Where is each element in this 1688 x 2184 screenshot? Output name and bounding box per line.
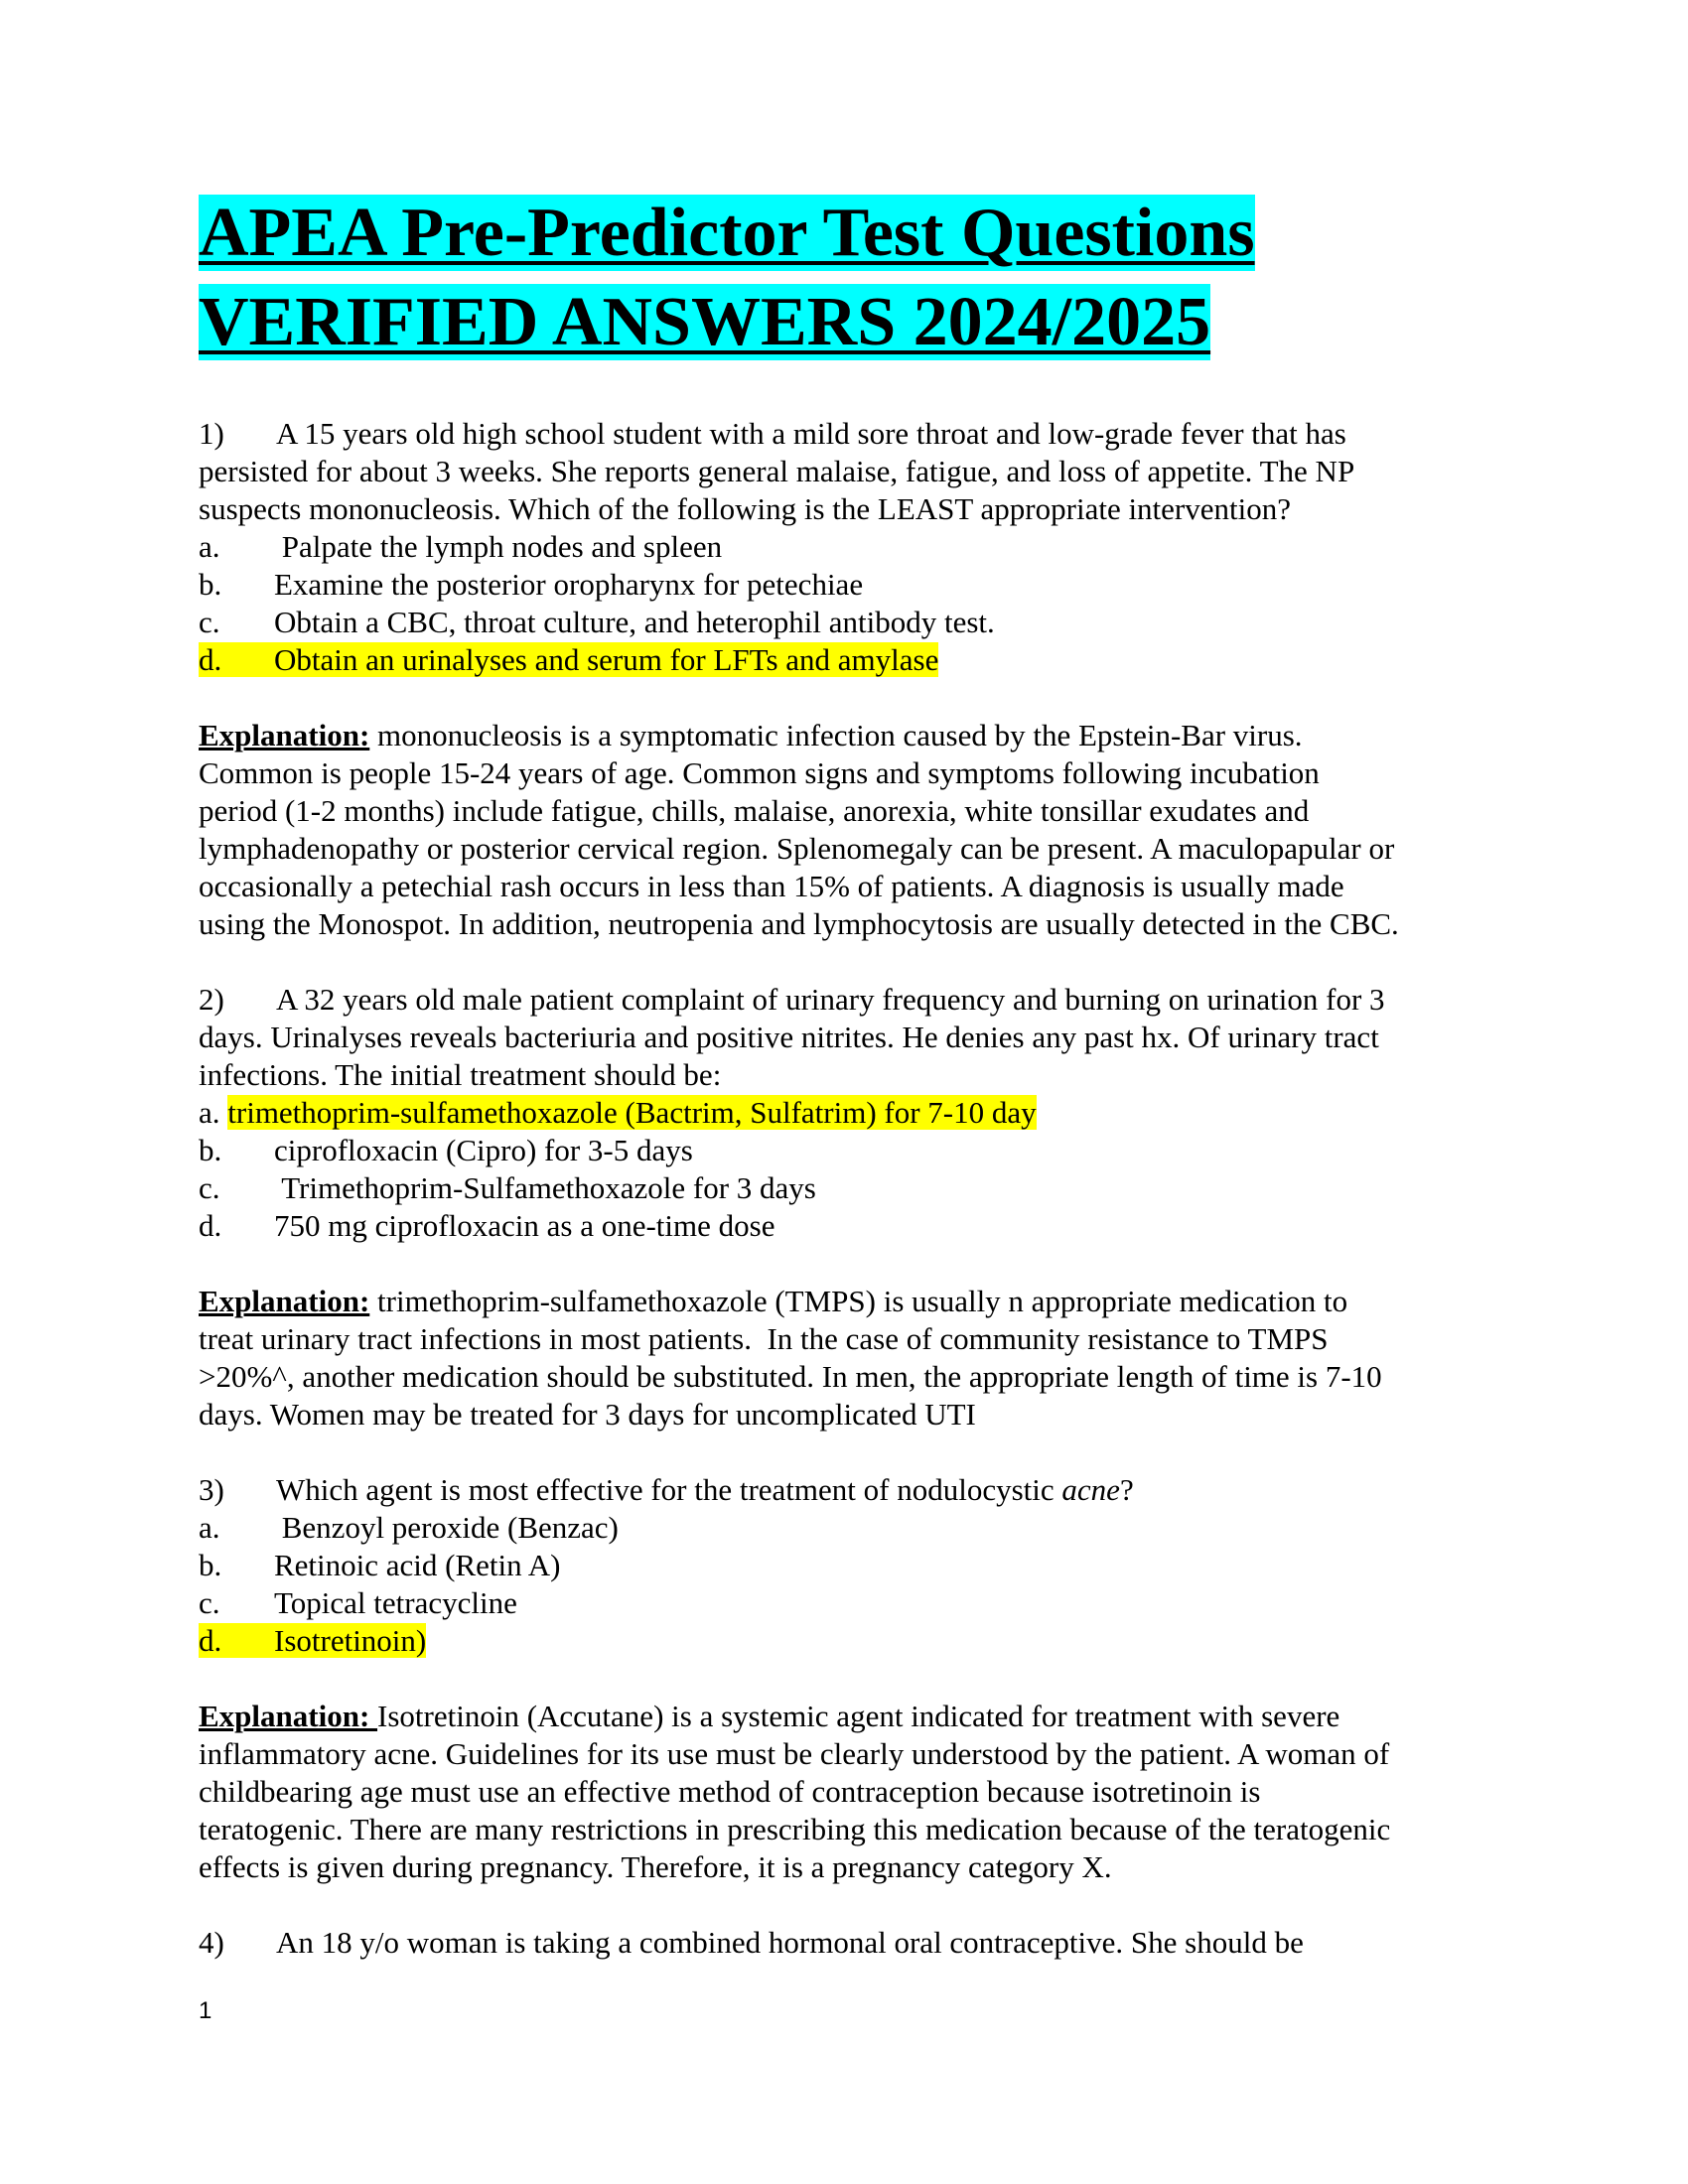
option-d: d. 750 mg ciprofloxacin as a one-time dose (199, 1208, 775, 1243)
question-2 (199, 981, 1489, 1245)
option-b: b. Examine the posterior oropharynx for petechiae (199, 567, 864, 602)
document-page (199, 189, 1489, 1962)
question-3: 3) Which agent is most effective for the treatment of nodulocystic acne? a. Benzoyl peroxide (Benzac) b. Retinoic acid (Retin A) c. Topical tetracycline d. Isotretinoin) (199, 1471, 1489, 1660)
option-a: a. Benzoyl peroxide (Benzac) (199, 1510, 619, 1545)
explanation-label: Explanation: (199, 718, 370, 752)
question-text: A 15 years old high school student with a mild sore throat and low-grade fever that has (276, 416, 1346, 451)
page-number: 1 (199, 1997, 212, 2024)
option-c: c. Trimethoprim-Sulfamethoxazole for 3 days (199, 1170, 816, 1205)
title-line-2: VERIFIED ANSWERS 2024/2025 (199, 284, 1211, 360)
question-text: Which agent is most effective for the treatment of nodulocystic (276, 1472, 1062, 1507)
option-a-answer: a. trimethoprim-sulfamethoxazole (Bactrim, Sulfatrim) for 7-10 day (199, 1095, 1037, 1130)
question-text: infections. The initial treatment should be: (199, 1057, 722, 1092)
question-1 (199, 415, 1489, 679)
option-c: c. Topical tetracycline (199, 1585, 517, 1620)
explanation-1: Explanation: mononucleosis is a symptomatic infection caused by the Epstein-Bar virus. Common is people 15-24 years of age. Common signs and symptoms following incubation period (1-2 months) include fatigue, chills, malaise, anorexia, white tonsillar exudates and lymphadenopathy or posterior cervical region. Splenomegaly can be present. A maculopapular or occasionally a petechial rash occurs in less than 15% of patients. A diagnosis is usually made using the Monospot. In addition, neutropenia and lymphocytosis are usually detected in the CBC. (199, 718, 1399, 941)
question-text: persisted for about 3 weeks. She reports general malaise, fatigue, and loss of appetite. The NP (199, 454, 1355, 488)
explanation-2: Explanation: trimethoprim-sulfamethoxazole (TMPS) is usually n appropriate medication to treat urinary tract infections in most patients. In the case of community resistance to TMPS >20%^, another medication should be substituted. In men, the appropriate length of time is 7-10 days. Women may be treated for 3 days for uncomplicated UTI (199, 1284, 1382, 1432)
option-b: b. ciprofloxacin (Cipro) for 3-5 days (199, 1133, 693, 1167)
option-d-answer: d. Isotretinoin) (199, 1623, 427, 1658)
explanation-label: Explanation: (199, 1284, 370, 1318)
explanation-3: Explanation: Isotretinoin (Accutane) is a systemic agent indicated for treatment with severe inflammatory acne. Guidelines for its use must be clearly understood by the patient. A woman of childbearing age must use an effective method of contraception because isotretinoin is teratogenic. There are many restrictions in prescribing this medication because of the teratogenic effects is given during pregnancy. Therefore, it is a pregnancy category X. (199, 1699, 1391, 1884)
question-number: 2) (199, 982, 224, 1017)
option-c: c. Obtain a CBC, throat culture, and heterophil antibody test. (199, 605, 995, 639)
document-title (199, 189, 1489, 367)
question-text: An 18 y/o woman is taking a combined hormonal oral contraceptive. She should be (276, 1925, 1304, 1960)
title-line-1: APEA Pre-Predictor Test Questions (199, 195, 1255, 271)
question-text: A 32 years old male patient complaint of urinary frequency and burning on urination for 3 (276, 982, 1385, 1017)
option-d-answer: d. Obtain an urinalyses and serum for LFTs and amylase (199, 642, 939, 677)
explanation-label: Explanation: (199, 1699, 378, 1733)
option-a: a. Palpate the lymph nodes and spleen (199, 529, 723, 564)
question-4 (199, 1924, 1489, 1962)
question-text: suspects mononucleosis. Which of the following is the LEAST appropriate intervention? (199, 491, 1292, 526)
question-number: 1) (199, 416, 224, 451)
question-number: 3) (199, 1472, 224, 1507)
question-text: days. Urinalyses reveals bacteriuria and positive nitrites. He denies any past hx. Of urinary tract (199, 1020, 1379, 1054)
option-b: b. Retinoic acid (Retin A) (199, 1548, 561, 1582)
question-number: 4) (199, 1925, 224, 1960)
